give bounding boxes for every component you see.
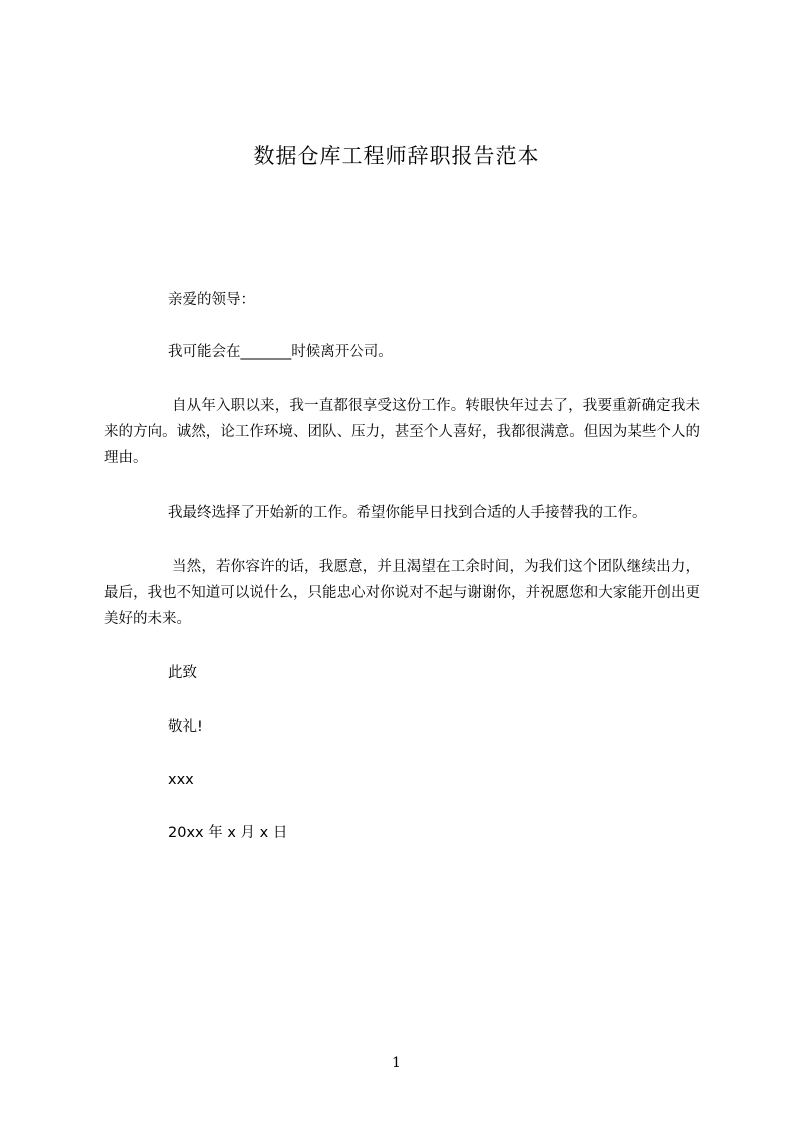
paragraph-career-reflection: 自从年入职以来，我一直都很享受这份工作。转眼快年过去了，我要重新确定我未来的方向。诚然，论工作环境、团队、压力，甚至个人喜好，我都很满意。但因为某些个人的理由。 (104, 398, 700, 466)
page-number: 1 (392, 1055, 401, 1071)
regards: 敬礼! (168, 719, 203, 735)
salutation: 亲爱的领导： (168, 292, 255, 308)
closing: 此致 (168, 665, 197, 681)
paragraph-new-job: 我最终选择了开始新的工作。希望你能早日找到合适的人手接替我的工作。 (168, 505, 647, 521)
paragraph-departure-time: 我可能会在_______时候离开公司。 (168, 344, 393, 360)
document-title: 数据仓库工程师辞职报告范本 (253, 144, 540, 168)
paragraph-farewell: 当然，若你容许的话，我愿意，并且渴望在工余时间，为我们这个团队继续出力，最后，我也不知道可以说什么，只能忠心对你说对不起与谢谢你，并祝愿您和大家能开创出更美好的未来。 (104, 559, 700, 627)
date: 20xx 年 x 月 x 日 (168, 825, 288, 841)
signature: xxx (168, 772, 194, 788)
